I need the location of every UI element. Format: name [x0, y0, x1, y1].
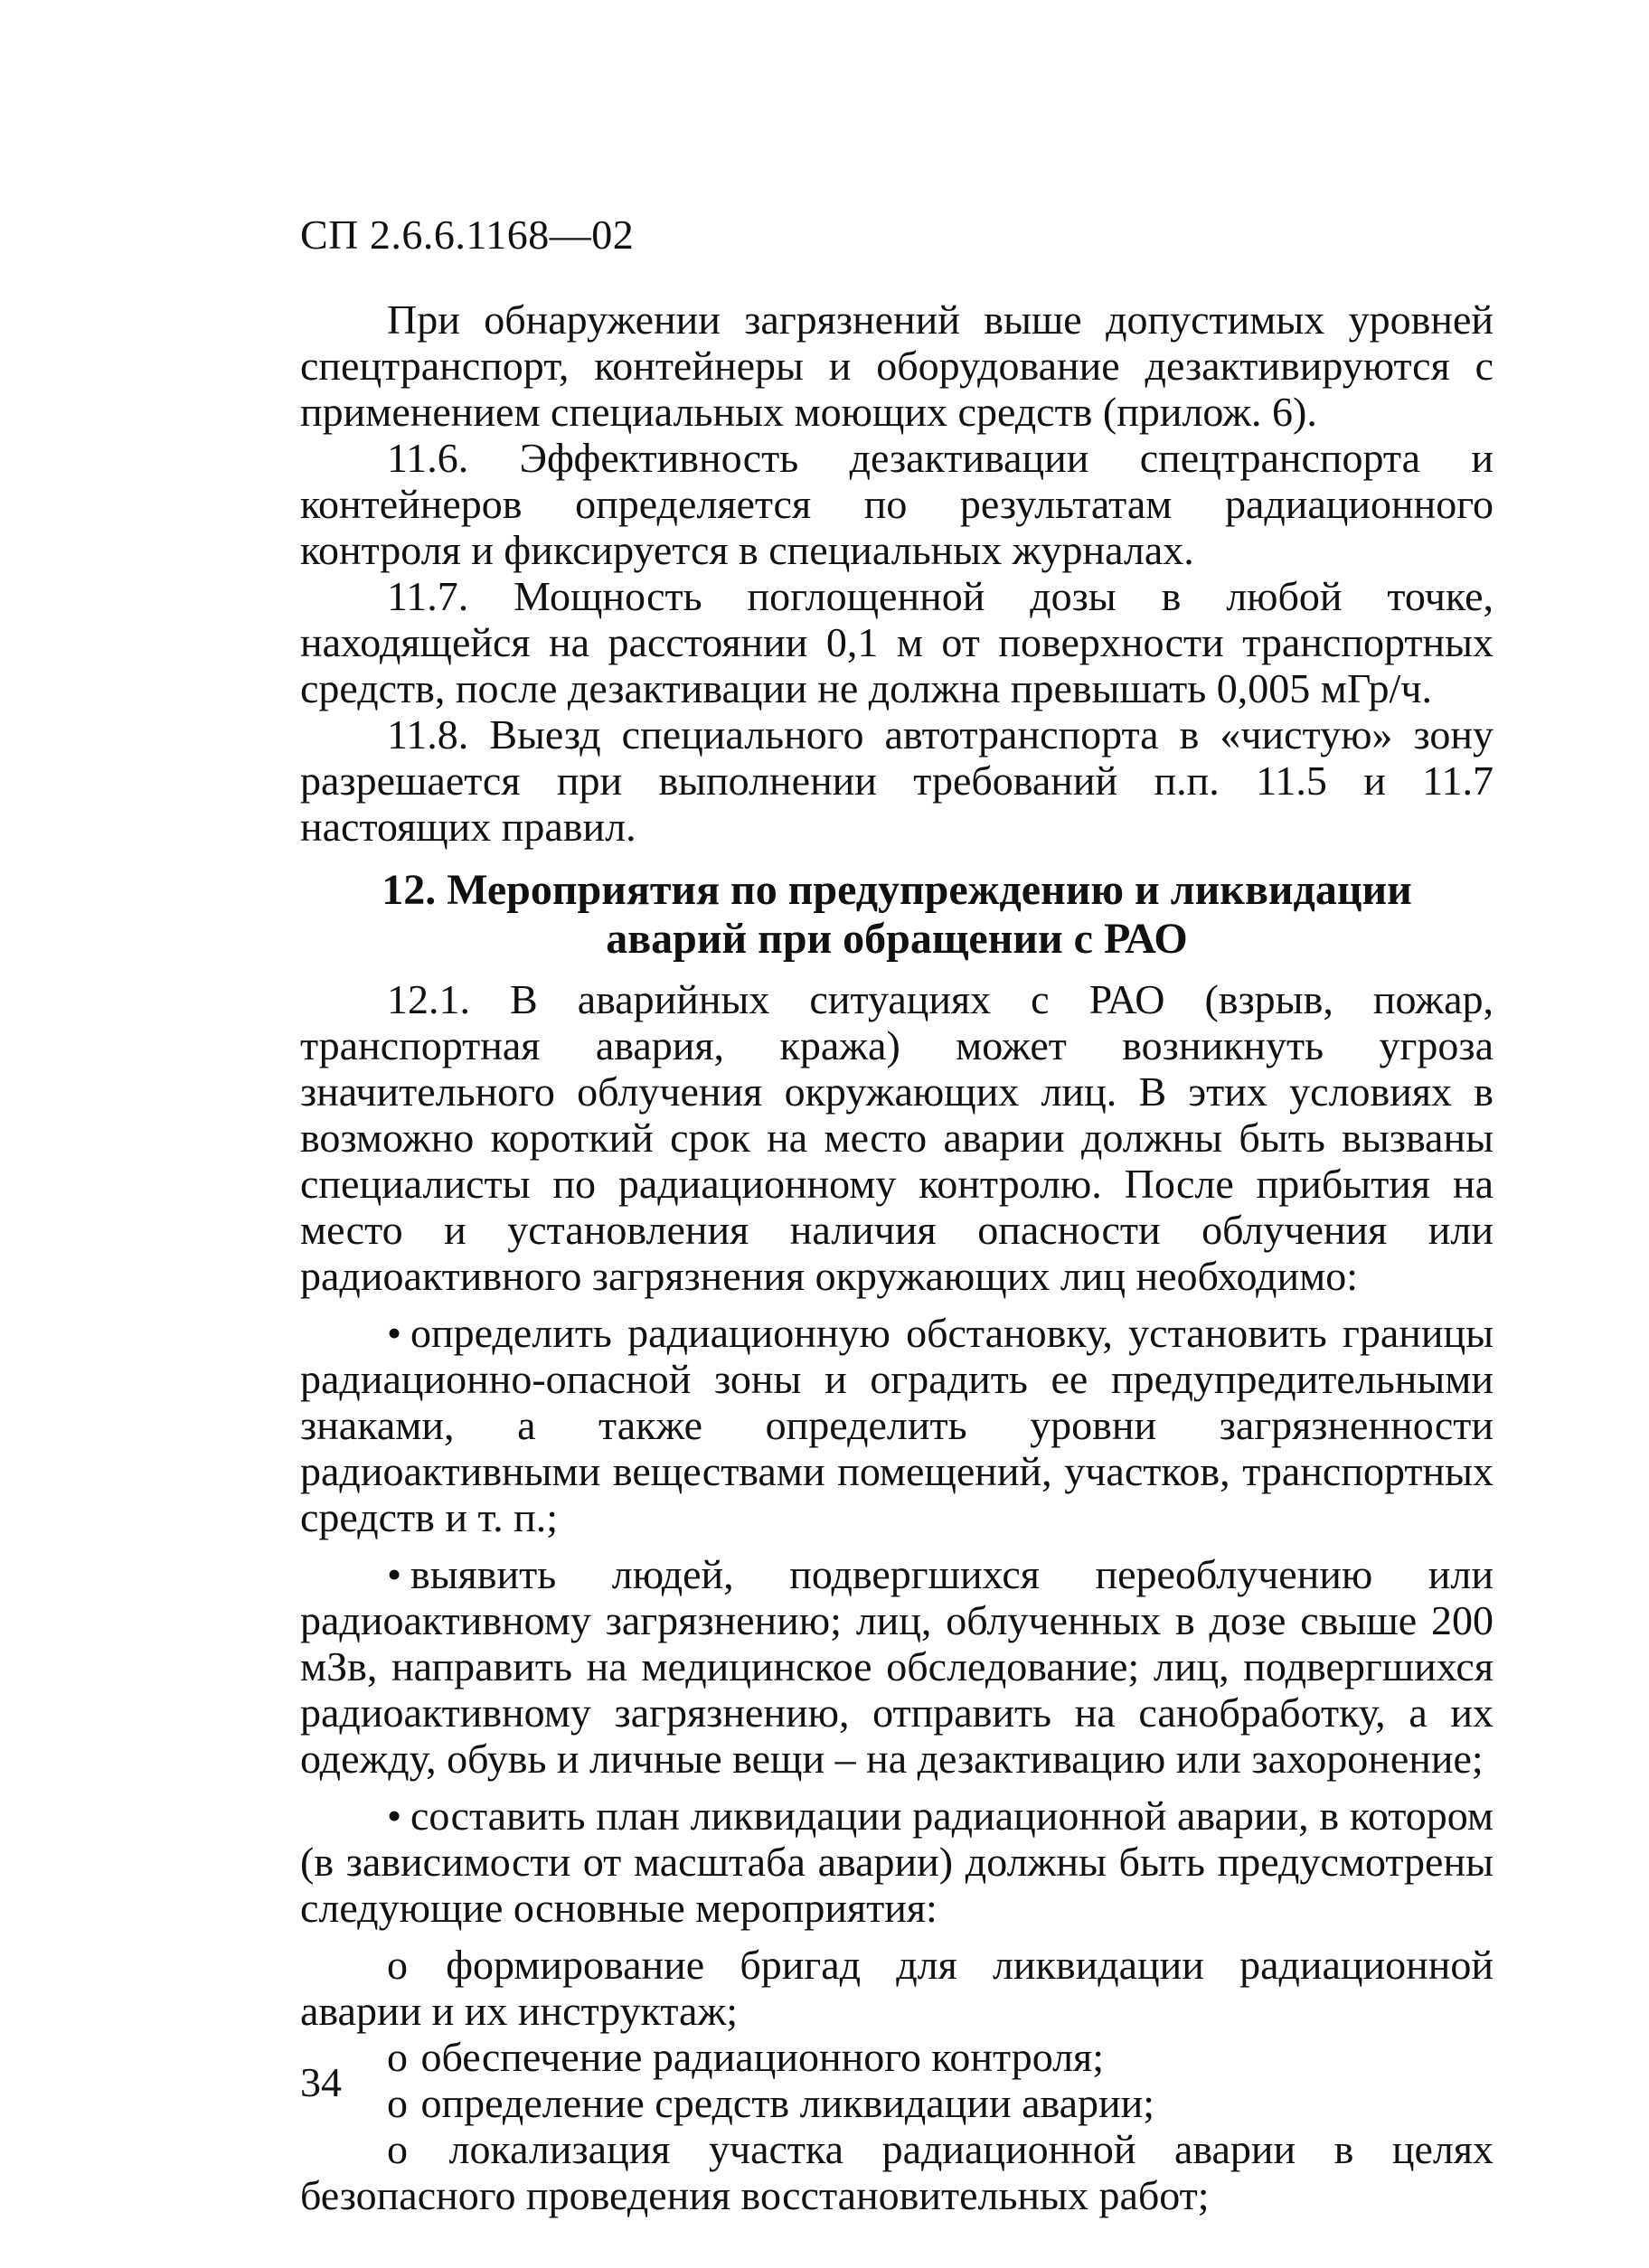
spacer [300, 1931, 1494, 1942]
section-heading-line-2: аварий при обращении с РАО [606, 915, 1188, 963]
bullet-text: составить план ликвидации радиационной аварии, в котором (в зависимости от масштаба аварии) должны быть предусмотрены следующие основные мероприятия: [300, 1793, 1494, 1931]
sub-item [300, 2034, 1494, 2080]
sub-item-text: формирование бригад для ликвидации радиационной аварии и их инструктаж; [300, 1942, 1494, 2034]
section-heading-line-1: 12. Мероприятия по предупреждению и ликвидации [382, 866, 1412, 914]
sub-item-marker: о [387, 2034, 408, 2080]
sub-item-marker: о [387, 2126, 408, 2172]
bullet-item [300, 1793, 1494, 1931]
sub-item-text: определение средств ликвидации аварии; [420, 2080, 1155, 2126]
section-heading-12 [300, 866, 1494, 964]
spacer [300, 1299, 1494, 1310]
sub-item-text: локализация участка радиационной аварии в целях безопасного проведения восстановительных работ; [300, 2126, 1494, 2218]
document-code: СП 2.6.6.1168—02 [300, 212, 635, 258]
spacer [300, 1540, 1494, 1551]
sub-item [300, 2126, 1494, 2218]
bullet-text: выявить людей, подвергшихся переоблучению или радиоактивному загрязнению; лиц, облученных в дозе свыше 200 мЗв, направить на медицинское обследование; лиц, подвергшихся радиоактивному загрязнению, отправить на санобработку, а их одежду, обувь и личные вещи – на дезактивацию или захоронение; [300, 1551, 1494, 1782]
page-number: 34 [300, 2059, 342, 2105]
bullet-text: определить радиационную обстановку, установить границы радиационно-опасной зоны и оградить ее предупредительными знаками, а также определить уровни загрязненности радиоактивными веществами помещений, участков, транспортных средств и т. п.; [300, 1310, 1494, 1540]
bullet-item [300, 1551, 1494, 1782]
sub-item-marker: о [387, 2080, 408, 2126]
sub-item [300, 2080, 1494, 2126]
bullet-item [300, 1310, 1494, 1540]
paragraph-11-6: 11.6. Эффективность дезактивации спецтранспорта и контейнеров определяется по результатам радиационного контроля и фиксируется в специальных журналах. [300, 435, 1494, 573]
sub-item-text: обеспечение радиационного контроля; [420, 2034, 1104, 2080]
paragraph-contamination: При обнаружении загрязнений выше допустимых уровней спецтранспорт, контейнеры и оборудование дезактивируются с применением специальных моющих средств (прилож. 6). [300, 296, 1494, 435]
bullet-marker: • [387, 1793, 402, 1839]
paragraph-12-1: 12.1. В аварийных ситуациях с РАО (взрыв, пожар, транспортная авария, кража) может возникнуть угроза значительного облучения окружающих лиц. В этих условиях в возможно короткий срок на место аварии должны быть вызваны специалисты по радиационному контролю. После прибытия на место и установления наличия опасности облучения или радиоактивного загрязнения окружающих лиц необходимо: [300, 976, 1494, 1299]
bullet-marker: • [387, 1310, 402, 1356]
bullet-marker: • [387, 1551, 402, 1597]
document-body [300, 296, 1494, 2218]
sub-item [300, 1942, 1494, 2034]
sub-item-marker: о [387, 1942, 408, 1988]
paragraph-11-7: 11.7. Мощность поглощенной дозы в любой точке, находящейся на расстоянии 0,1 м от поверхности транспортных средств, после дезактивации не должна превышать 0,005 мГр/ч. [300, 573, 1494, 711]
paragraph-11-8: 11.8. Выезд специального автотранспорта в «чистую» зону разрешается при выполнении требований п.п. 11.5 и 11.7 настоящих правил. [300, 711, 1494, 850]
spacer [300, 1782, 1494, 1793]
